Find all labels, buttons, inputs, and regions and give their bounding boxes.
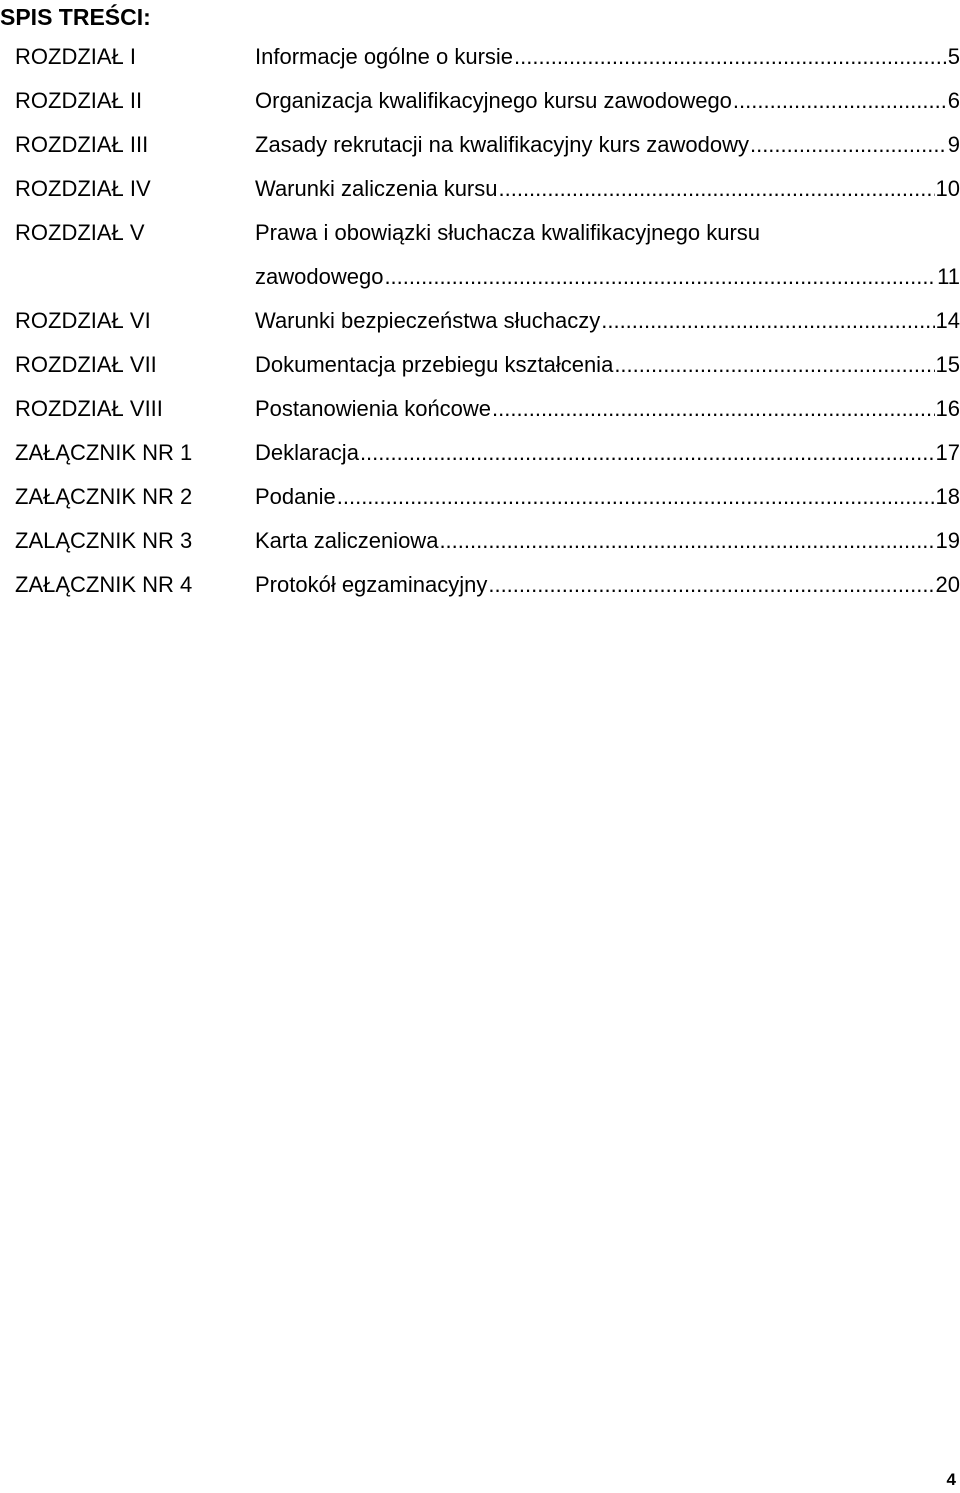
dot-leader: [614, 343, 934, 387]
toc-entry-body: [255, 343, 960, 387]
toc-entry-title: Dokumentacja przebiegu kształcenia: [255, 352, 614, 377]
toc-entry-label: ROZDZIAŁ VI: [15, 308, 151, 333]
toc-entry-body: [255, 563, 960, 607]
dot-leader: [439, 519, 934, 563]
toc-entry-label: ROZDZIAŁ I: [15, 44, 137, 69]
toc-entry-label: ZAŁĄCZNIK NR 2: [15, 484, 193, 509]
toc-entry-title: Protokół egzaminacyjny: [255, 572, 488, 597]
toc-entry[interactable]: [15, 35, 960, 79]
toc-entry[interactable]: [15, 123, 960, 167]
toc-entry-body: [255, 35, 960, 79]
toc-entry-page: 10: [935, 176, 960, 201]
dot-leader: [337, 475, 935, 519]
toc-entry-title-line2: [255, 255, 960, 299]
toc-entry[interactable]: [15, 343, 960, 387]
dot-leader: [384, 255, 936, 299]
toc-entry-title: Warunki bezpieczeństwa słuchaczy: [255, 308, 601, 333]
toc-entry-page: 18: [935, 484, 960, 509]
toc-entry-title: Postanowienia końcowe: [255, 396, 492, 421]
toc-entry-body: [255, 123, 960, 167]
dot-leader: [488, 563, 934, 607]
toc-entry-title: Organizacja kwalifikacyjnego kursu zawodowego: [255, 88, 732, 113]
toc-entry[interactable]: [15, 431, 960, 475]
toc-entry-label: ZAŁĄCZNIK NR 4: [15, 572, 193, 597]
toc-entry[interactable]: [15, 563, 960, 607]
toc-entry-label: ROZDZIAŁ III: [15, 132, 149, 157]
dot-leader: [360, 431, 935, 475]
toc-title: SPIS TREŚCI:: [0, 4, 151, 30]
toc-entry[interactable]: [15, 79, 960, 123]
toc-entry-page: 5: [947, 44, 960, 69]
dot-leader: [499, 167, 935, 211]
toc-entry-page: 19: [935, 528, 960, 553]
toc-entry-page: 14: [935, 308, 960, 333]
toc-entry-title: zawodowego: [255, 264, 384, 289]
toc-entry-page: 15: [935, 352, 960, 377]
toc-entry-title: Podanie: [255, 484, 336, 509]
toc-entry-page: 11: [937, 264, 960, 289]
toc-entry-body: [255, 211, 960, 299]
toc-entry-label: ROZDZIAŁ II: [15, 88, 143, 113]
toc-entry-body: [255, 299, 960, 343]
toc-entry-label: ROZDZIAŁ IV: [15, 176, 151, 201]
toc-entry-page: 16: [935, 396, 960, 421]
toc-entry-body: [255, 79, 960, 123]
toc-entry-body: [255, 167, 960, 211]
dot-leader: [514, 35, 947, 79]
toc-entry-page: 20: [935, 572, 960, 597]
toc-entry[interactable]: [15, 211, 960, 299]
dot-leader: [733, 79, 947, 123]
toc-entry-label: ZAŁĄCZNIK NR 1: [15, 440, 193, 465]
toc-entry-title: Warunki zaliczenia kursu: [255, 176, 498, 201]
toc-entry-body: [255, 387, 960, 431]
table-of-contents: [15, 35, 960, 607]
toc-entry[interactable]: [15, 475, 960, 519]
toc-entry-title: Zasady rekrutacji na kwalifikacyjny kurs zawodowy: [255, 132, 749, 157]
dot-leader: [492, 387, 934, 431]
toc-entry[interactable]: [15, 519, 960, 563]
toc-entry-label: ROZDZIAŁ V: [15, 220, 145, 245]
toc-entry-title: Deklaracja: [255, 440, 359, 465]
toc-entry[interactable]: [15, 167, 960, 211]
toc-entry-title: Karta zaliczeniowa: [255, 528, 439, 553]
toc-entry-title-line1: Prawa i obowiązki słuchacza kwalifikacyjnego kursu: [255, 220, 761, 245]
dot-leader: [750, 123, 947, 167]
toc-entry[interactable]: [15, 299, 960, 343]
toc-entry-page: 17: [935, 440, 960, 465]
toc-entry-label: ROZDZIAŁ VIII: [15, 396, 163, 421]
toc-entry-label: ZALĄCZNIK NR 3: [15, 528, 193, 553]
toc-entry-page: 6: [947, 88, 960, 113]
toc-entry-label: ROZDZIAŁ VII: [15, 352, 157, 377]
toc-entry-page: 9: [947, 132, 960, 157]
dot-leader: [601, 299, 934, 343]
page-number: 4: [946, 1470, 956, 1489]
toc-entry-body: [255, 475, 960, 519]
toc-entry-body: [255, 431, 960, 475]
toc-entry-title: Informacje ogólne o kursie: [255, 44, 514, 69]
toc-entry-body: [255, 519, 960, 563]
toc-entry[interactable]: [15, 387, 960, 431]
